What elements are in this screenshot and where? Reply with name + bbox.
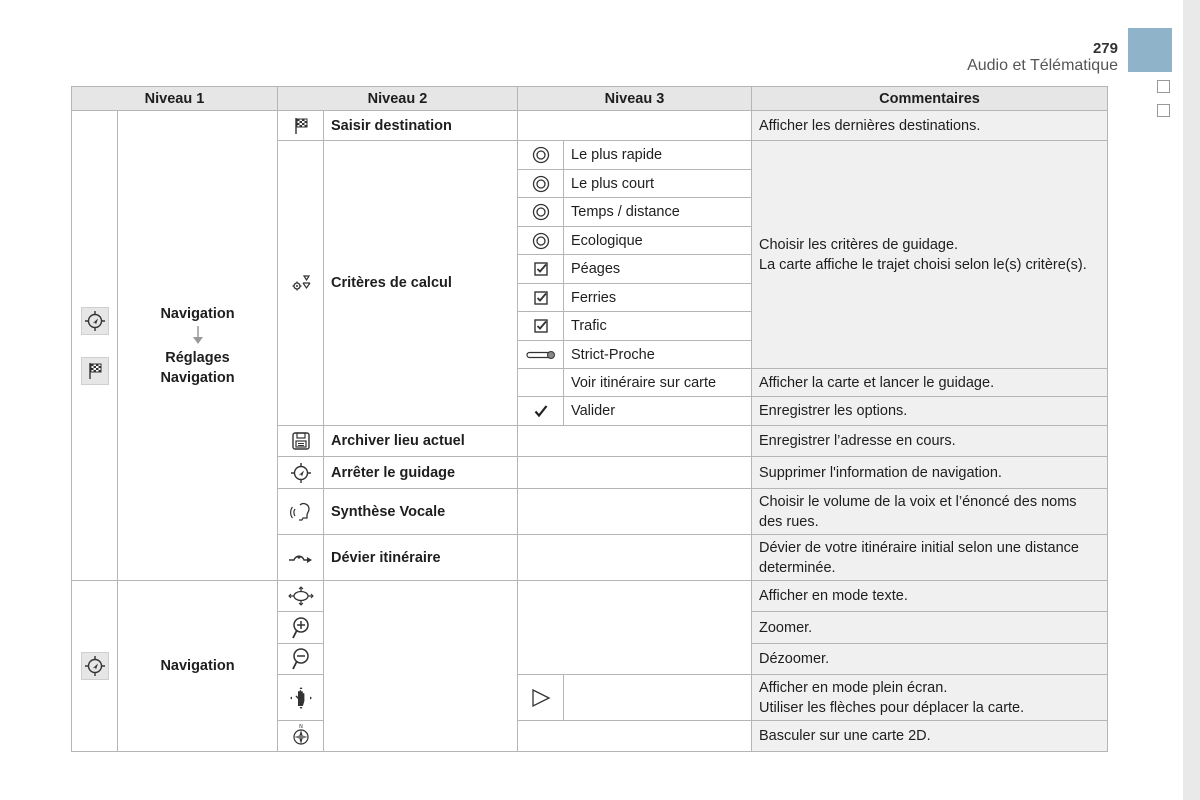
- level1-label-cell: [118, 111, 278, 581]
- arreter-comment: Supprimer l'information de navigation.: [752, 457, 1108, 489]
- synthese-vocale-label: Synthèse Vocale: [324, 489, 518, 535]
- devier-itineraire-label: Dévier itinéraire: [324, 535, 518, 581]
- page-edge-strip: [1183, 0, 1200, 800]
- level1-subtitle-1: Réglages: [165, 349, 230, 366]
- empty-level3-cell: [518, 535, 752, 581]
- valider-icon-cell: [518, 397, 564, 426]
- voir-itineraire-comment: Afficher la carte et lancer le guidage.: [752, 369, 1108, 397]
- saisir-icon-cell: [278, 111, 324, 141]
- devier-comment: Dévier de votre itinéraire initial selon une distance determinée.: [752, 535, 1108, 581]
- checked-checkbox-icon: [534, 262, 548, 276]
- criteres-comment-line1: Choisir les critères de guidage.: [759, 236, 959, 253]
- plein-ecran-comment-line2: Utiliser les flèches pour déplacer la carte.: [759, 699, 1025, 716]
- devier-icon-cell: [278, 535, 324, 581]
- tab-square-2: [1157, 104, 1170, 117]
- synthese-comment: Choisir le volume de la voix et l’énoncé des noms des rues.: [752, 489, 1108, 535]
- level1-subtitle-2: Navigation: [160, 369, 235, 386]
- option-strict-proche: Strict-Proche: [564, 341, 752, 369]
- menu-table: [71, 86, 1108, 752]
- compass-icon-cell: [278, 721, 324, 752]
- zoom-out-icon: [291, 647, 311, 671]
- radio-button-icon: [532, 146, 550, 164]
- zoom-in-icon: [291, 616, 311, 640]
- svg-text:N: N: [298, 724, 303, 730]
- checkered-flag-icon: [81, 357, 109, 385]
- saisir-comment: Afficher les dernières destinations.: [752, 111, 1108, 141]
- criteres-comment-line2: La carte affiche le trajet choisi selon le(s) critère(s).: [759, 256, 1087, 273]
- level1-icon-cell: [72, 111, 118, 581]
- table-row: [72, 581, 1108, 612]
- option-le-plus-rapide: Le plus rapide: [564, 141, 752, 170]
- valider-comment: Enregistrer les options.: [752, 397, 1108, 426]
- zoom-in-icon-cell: [278, 612, 324, 644]
- empty-level3-cell: [518, 457, 752, 489]
- tab-square-1: [1157, 80, 1170, 93]
- section2-icon-cell: [72, 581, 118, 752]
- empty-icon-cell: [518, 369, 564, 397]
- valider-label: Valider: [564, 397, 752, 426]
- radio-button-icon: [532, 175, 550, 193]
- option-icon-cell: [518, 284, 564, 312]
- checkmark-icon: [534, 404, 548, 418]
- option-icon-cell: [518, 312, 564, 341]
- option-icon-cell: [518, 170, 564, 198]
- table-header-row: [72, 87, 1108, 111]
- option-temps-distance: Temps / distance: [564, 198, 752, 227]
- zoom-in-comment: Zoomer.: [752, 612, 1108, 644]
- criteres-comment: [752, 141, 1108, 369]
- empty-level2-cell: [324, 581, 518, 752]
- option-icon-cell: [518, 227, 564, 255]
- zoom-out-comment: Dézoomer.: [752, 644, 1108, 675]
- pan-icon-cell: [278, 675, 324, 721]
- hand-pan-icon: [288, 686, 314, 710]
- synthese-icon-cell: [278, 489, 324, 535]
- zoom-out-icon-cell: [278, 644, 324, 675]
- plein-ecran-comment-line1: Afficher en mode plein écran.: [759, 679, 948, 696]
- option-le-plus-court: Le plus court: [564, 170, 752, 198]
- option-icon-cell: [518, 341, 564, 369]
- carte-2d-comment: Basculer sur une carte 2D.: [752, 721, 1108, 752]
- voir-itineraire-label: Voir itinéraire sur carte: [564, 369, 752, 397]
- option-ecologique: Ecologique: [564, 227, 752, 255]
- header-niveau-1: Niveau 1: [72, 87, 278, 111]
- page-number: 279: [1092, 40, 1118, 57]
- table-row: [72, 111, 1108, 141]
- empty-level3-cell: [564, 675, 752, 721]
- arreter-icon-cell: [278, 457, 324, 489]
- detour-icon: [288, 551, 314, 565]
- archiver-icon-cell: [278, 426, 324, 457]
- empty-level3-cell: [518, 489, 752, 535]
- move-arrows-icon: [288, 586, 314, 606]
- navigation-crosshair-icon: [81, 652, 109, 680]
- empty-level3-cell: [518, 426, 752, 457]
- header-commentaires: Commentaires: [752, 87, 1108, 111]
- archiver-lieu-label: Archiver lieu actuel: [324, 426, 518, 457]
- section2-level1-label: Navigation: [118, 581, 278, 752]
- header-niveau-3: Niveau 3: [518, 87, 752, 111]
- archiver-comment: Enregistrer l’adresse en cours.: [752, 426, 1108, 457]
- checked-checkbox-icon: [534, 291, 548, 305]
- chapter-tab: [1128, 28, 1172, 72]
- radio-button-icon: [532, 232, 550, 250]
- navigation-crosshair-icon: [289, 461, 313, 485]
- checked-checkbox-icon: [534, 319, 548, 333]
- navigation-crosshair-icon: [81, 307, 109, 335]
- play-icon-cell: [518, 675, 564, 721]
- empty-level3-cell: [518, 111, 752, 141]
- play-triangle-icon: [530, 688, 552, 708]
- option-icon-cell: [518, 255, 564, 284]
- empty-level3-cell: [518, 581, 752, 675]
- radio-button-icon: [532, 203, 550, 221]
- saisir-destination-label: Saisir destination: [324, 111, 518, 141]
- header-niveau-2: Niveau 2: [278, 87, 518, 111]
- arreter-guidage-label: Arrêter le guidage: [324, 457, 518, 489]
- route-criteria-icon: [290, 272, 312, 294]
- criteres-icon-cell: [278, 141, 324, 426]
- plein-ecran-comment: [752, 675, 1108, 721]
- level1-title: Navigation: [160, 305, 235, 322]
- voice-speaking-icon: [289, 501, 313, 523]
- save-disk-icon: [291, 431, 311, 451]
- option-icon-cell: [518, 198, 564, 227]
- checkered-flag-icon: [291, 116, 311, 136]
- option-icon-cell: [518, 141, 564, 170]
- arrow-down-icon: [192, 326, 204, 346]
- option-ferries: Ferries: [564, 284, 752, 312]
- slider-icon: [526, 349, 556, 361]
- texte-icon-cell: [278, 581, 324, 612]
- empty-level3-cell: [518, 721, 752, 752]
- compass-icon: [288, 723, 314, 749]
- chapter-title: Audio et Télématique: [967, 57, 1118, 74]
- criteres-calcul-label: Critères de calcul: [324, 141, 518, 426]
- option-peages: Péages: [564, 255, 752, 284]
- texte-comment: Afficher en mode texte.: [752, 581, 1108, 612]
- option-trafic: Trafic: [564, 312, 752, 341]
